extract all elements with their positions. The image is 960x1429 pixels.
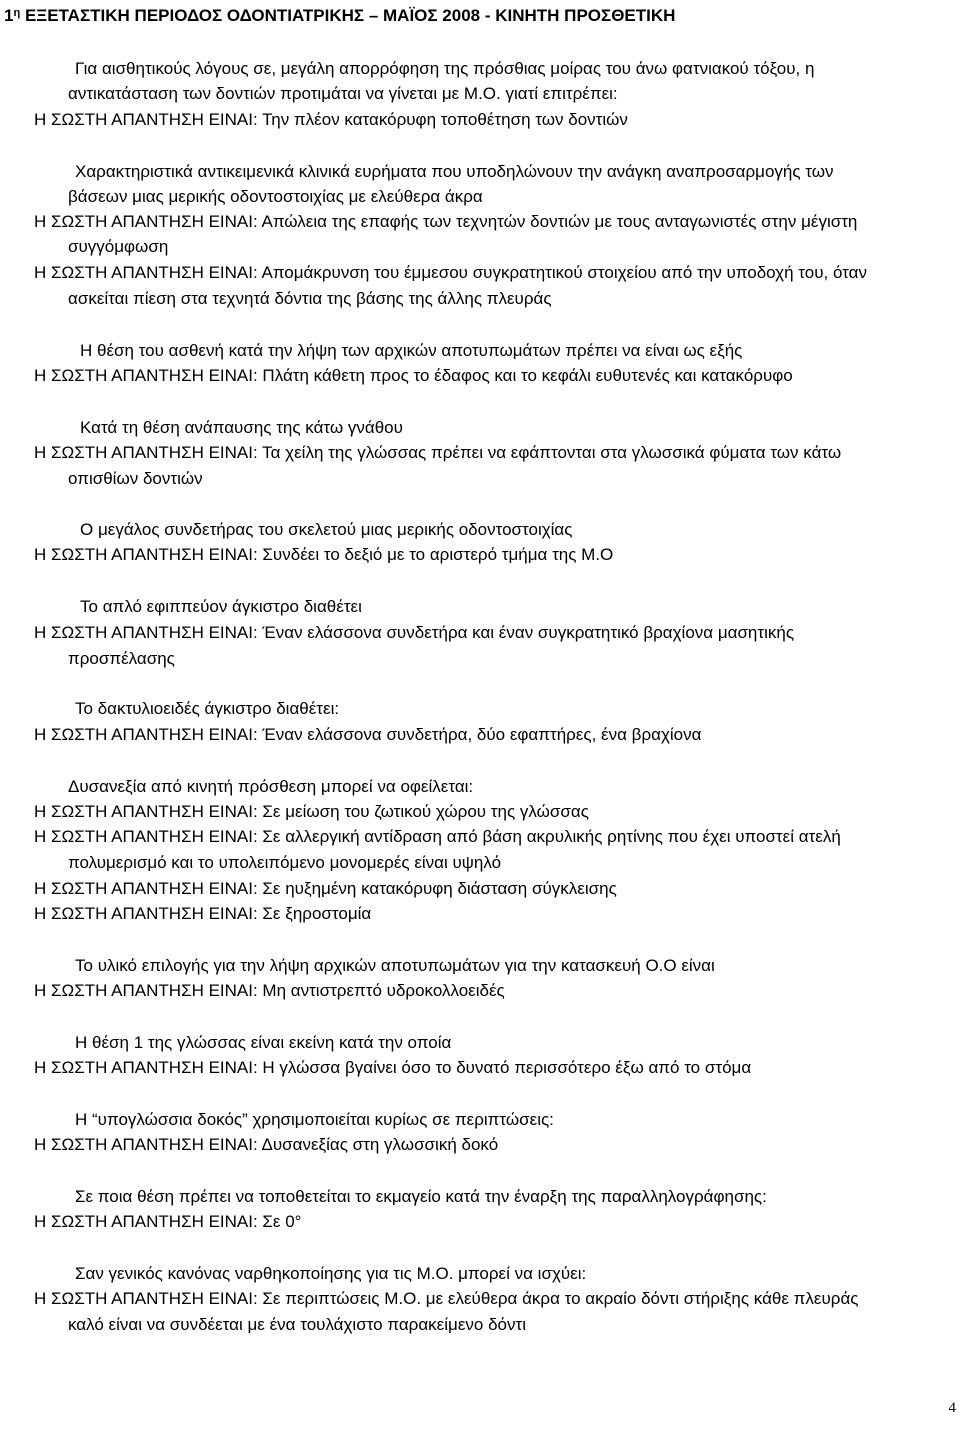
answer-7-line-1: Η ΣΩΣΤΗ ΑΠΑΝΤΗΣΗ ΕΙΝΑΙ: Έναν ελάσσονα συνδετήρα, δύο εφαπτήρες, ένα βραχίονα xyxy=(34,725,702,744)
question-1-line-1: Για αισθητικούς λόγους σε, μεγάλη απορρόφηση της πρόσθιας μοίρας του άνω φατνιακού τόξου, η xyxy=(75,59,815,78)
question-10-line-1: Η θέση 1 της γλώσσας είναι εκείνη κατά την οποία xyxy=(75,1033,452,1052)
page-number: 4 xyxy=(948,1400,956,1416)
question-2-line-1: Χαρακτηριστικά αντικειμενικά κλινικά ευρήματα που υποδηλώνουν την ανάγκη αναπροσαρμογής των xyxy=(75,162,834,181)
answer-2a-line-2: συγγόμφωση xyxy=(68,237,169,256)
answer-8b-line-1: Η ΣΩΣΤΗ ΑΠΑΝΤΗΣΗ ΕΙΝΑΙ: Σε αλλεργική αντίδραση από βάση ακρυλικής ρητίνης που έχει υποστεί ατελή xyxy=(34,827,841,846)
answer-9-line-1: Η ΣΩΣΤΗ ΑΠΑΝΤΗΣΗ ΕΙΝΑΙ: Μη αντιστρεπτό υδροκολλοειδές xyxy=(34,981,505,1000)
answer-13-line-2: καλό είναι να συνδέεται με ένα τουλάχιστο παρακείμενο δόντι xyxy=(68,1315,526,1334)
answer-2b-line-1: Η ΣΩΣΤΗ ΑΠΑΝΤΗΣΗ ΕΙΝΑΙ: Απομάκρυνση του έμμεσου συγκρατητικού στοιχείου από την υποδοχή του, όταν xyxy=(34,263,867,282)
question-7-line-1: Το δακτυλιοειδές άγκιστρο διαθέτει: xyxy=(75,699,340,718)
question-6-line-1: Το απλό εφιππεύον άγκιστρο διαθέτει xyxy=(80,597,362,616)
question-5-line-1: Ο μεγάλος συνδετήρας του σκελετού μιας μερικής οδοντοστοιχίας xyxy=(80,520,573,539)
question-8-line-1: Δυσανεξία από κινητή πρόσθεση μπορεί να οφείλεται: xyxy=(68,777,474,796)
header-ordinal-suffix: η xyxy=(13,7,21,19)
answer-5-line-1: Η ΣΩΣΤΗ ΑΠΑΝΤΗΣΗ ΕΙΝΑΙ: Συνδέει το δεξιό με το αριστερό τμήμα της Μ.Ο xyxy=(34,545,614,564)
answer-6-line-2: προσπέλασης xyxy=(68,649,175,668)
answer-8b-line-2: πολυμερισμό και το υπολειπόμενο μονομερές είναι υψηλό xyxy=(68,853,502,872)
question-4-line-1: Κατά τη θέση ανάπαυσης της κάτω γνάθου xyxy=(80,418,403,437)
header-title: ΕΞΕΤΑΣΤΙΚΗ ΠΕΡΙΟΔΟΣ ΟΔΟΝΤΙΑΤΡΙΚΗΣ – ΜΑΪΟΣ 2008 - ΚΙΝΗΤΗ ΠΡΟΣΘΕΤΙΚΗ xyxy=(24,6,676,25)
answer-8a-line-1: Η ΣΩΣΤΗ ΑΠΑΝΤΗΣΗ ΕΙΝΑΙ: Σε μείωση του ζωτικού χώρου της γλώσσας xyxy=(34,802,589,821)
answer-2a-line-1: Η ΣΩΣΤΗ ΑΠΑΝΤΗΣΗ ΕΙΝΑΙ: Απώλεια της επαφής των τεχνητών δοντιών με τους ανταγωνιστές στην μέγιστη xyxy=(34,212,858,231)
question-13-line-1: Σαν γενικός κανόνας ναρθηκοποίησης για τις Μ.Ο. μπορεί να ισχύει: xyxy=(75,1264,587,1283)
answer-8d-line-1: Η ΣΩΣΤΗ ΑΠΑΝΤΗΣΗ ΕΙΝΑΙ: Σε ξηροστομία xyxy=(34,904,372,923)
page-header xyxy=(4,6,675,26)
question-12-line-1: Σε ποια θέση πρέπει να τοποθετείται το εκμαγείο κατά την έναρξη της παραλληλογράφησης: xyxy=(75,1187,767,1206)
header-ordinal: 1 xyxy=(4,6,14,25)
answer-10-line-1: Η ΣΩΣΤΗ ΑΠΑΝΤΗΣΗ ΕΙΝΑΙ: Η γλώσσα βγαίνει όσο το δυνατό περισσότερο έξω από το στόμα xyxy=(34,1058,752,1077)
answer-4-line-2: οπισθίων δοντιών xyxy=(68,469,203,488)
answer-6-line-1: Η ΣΩΣΤΗ ΑΠΑΝΤΗΣΗ ΕΙΝΑΙ: Έναν ελάσσονα συνδετήρα και έναν συγκρατητικό βραχίονα μασητικής xyxy=(34,623,795,642)
question-3-line-1: Η θέση του ασθενή κατά την λήψη των αρχικών αποτυπωμάτων πρέπει να είναι ως εξής xyxy=(80,341,743,360)
answer-2b-line-2: ασκείται πίεση στα τεχνητά δόντια της βάσης της άλλης πλευράς xyxy=(68,289,552,308)
answer-1-line-1: Η ΣΩΣΤΗ ΑΠΑΝΤΗΣΗ ΕΙΝΑΙ: Την πλέον κατακόρυφη τοποθέτηση των δοντιών xyxy=(34,110,628,129)
answer-3-line-1: Η ΣΩΣΤΗ ΑΠΑΝΤΗΣΗ ΕΙΝΑΙ: Πλάτη κάθετη προς το έδαφος και το κεφάλι ευθυτενές και κατακόρυφο xyxy=(34,366,793,385)
answer-8c-line-1: Η ΣΩΣΤΗ ΑΠΑΝΤΗΣΗ ΕΙΝΑΙ: Σε ηυξημένη κατακόρυφη διάσταση σύγκλεισης xyxy=(34,879,617,898)
answer-11-line-1: Η ΣΩΣΤΗ ΑΠΑΝΤΗΣΗ ΕΙΝΑΙ: Δυσανεξίας στη γλωσσική δοκό xyxy=(34,1135,499,1154)
question-2-line-2: βάσεων μιας μερικής οδοντοστοιχίας με ελεύθερα άκρα xyxy=(68,187,483,206)
answer-4-line-1: Η ΣΩΣΤΗ ΑΠΑΝΤΗΣΗ ΕΙΝΑΙ: Τα χείλη της γλώσσας πρέπει να εφάπτονται στα γλωσσικά φύματα των κάτω xyxy=(34,443,842,462)
question-9-line-1: Το υλικό επιλογής για την λήψη αρχικών αποτυπωμάτων για την κατασκευή Ο.Ο είναι xyxy=(75,956,715,975)
question-1-line-2: αντικατάσταση των δοντιών προτιμάται να γίνεται με Μ.Ο. γιατί επιτρέπει: xyxy=(68,84,618,103)
answer-13-line-1: Η ΣΩΣΤΗ ΑΠΑΝΤΗΣΗ ΕΙΝΑΙ: Σε περιπτώσεις Μ.Ο. με ελεύθερα άκρα το ακραίο δόντι στήριξης κάθε πλευράς xyxy=(34,1289,859,1308)
answer-12-line-1: Η ΣΩΣΤΗ ΑΠΑΝΤΗΣΗ ΕΙΝΑΙ: Σε 0° xyxy=(34,1212,302,1231)
question-11-line-1: Η “υπογλώσσια δοκός” χρησιμοποιείται κυρίως σε περιπτώσεις: xyxy=(75,1110,554,1129)
